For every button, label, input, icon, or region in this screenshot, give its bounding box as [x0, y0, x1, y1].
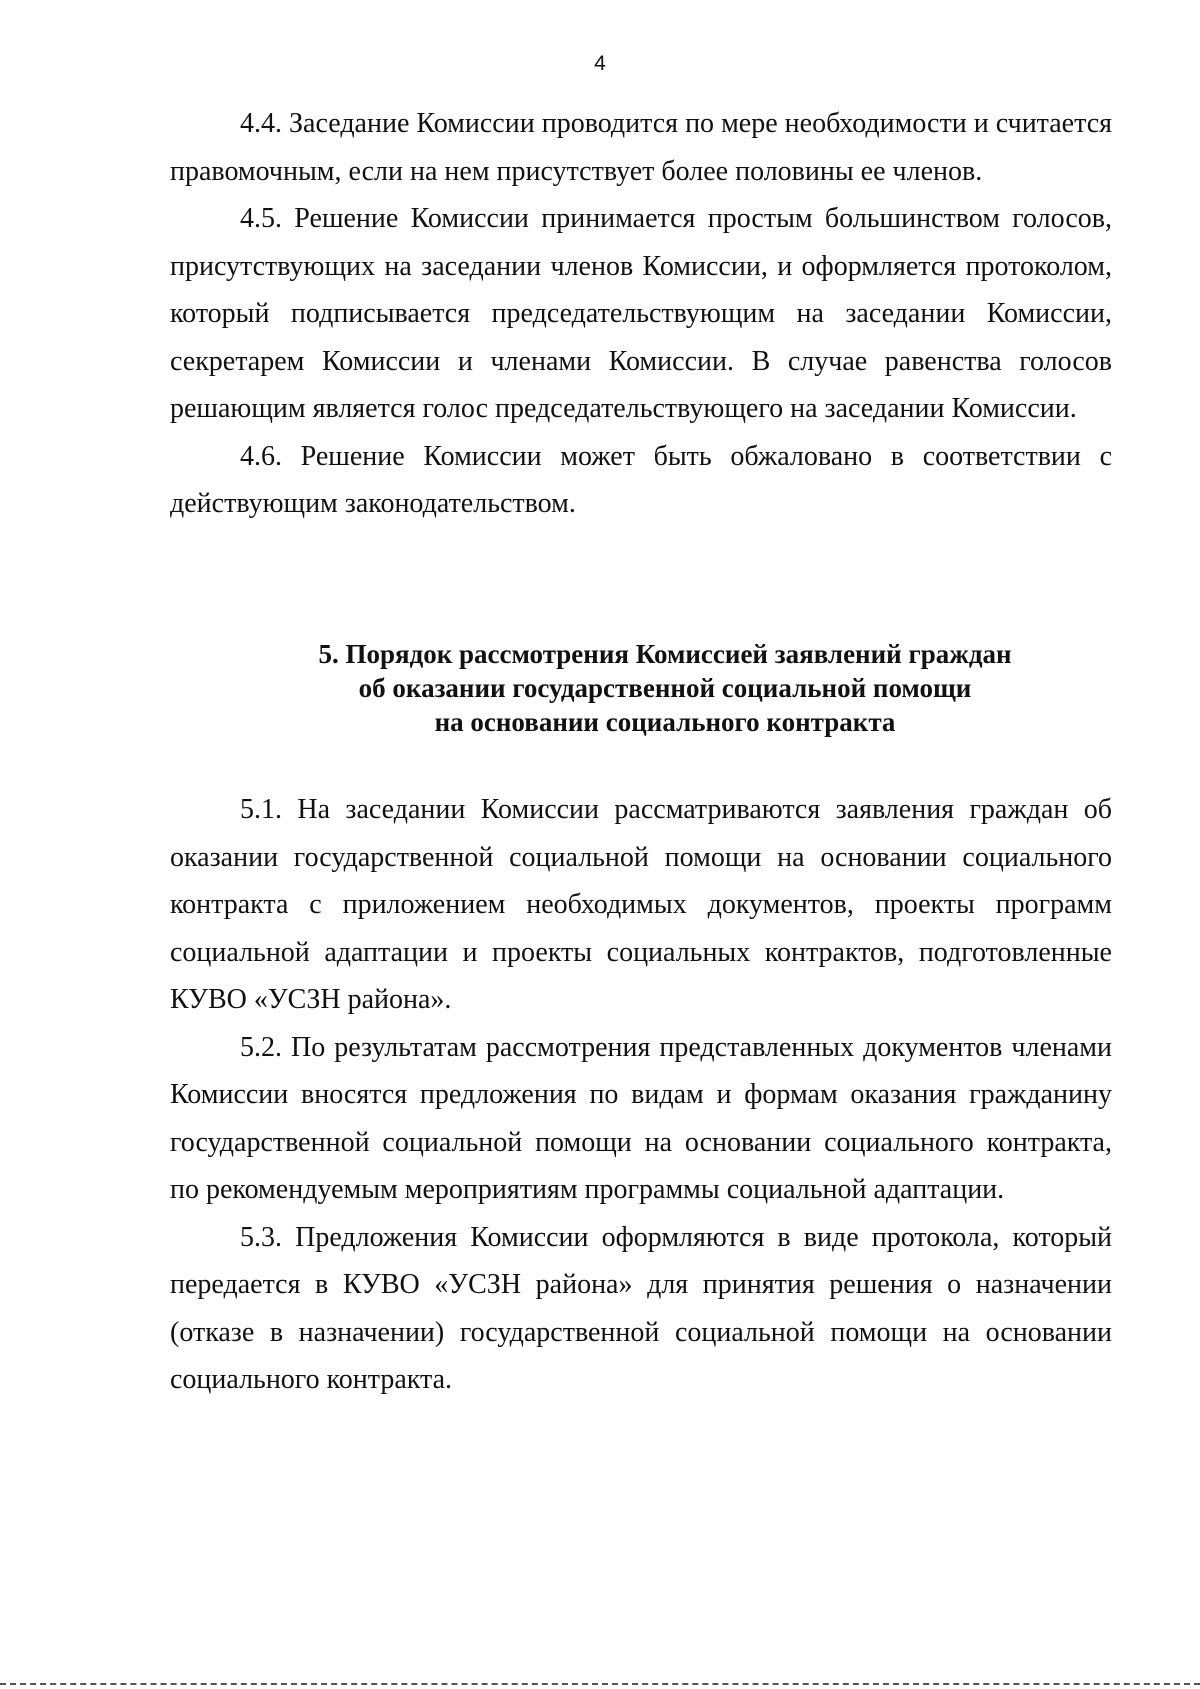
scan-bottom-edge — [0, 1683, 1200, 1685]
page-number: 4 — [594, 52, 606, 75]
paragraph-4-6: 4.6. Решение Комиссии может быть обжаловано в соответствии с действующим законодательством. — [170, 440, 1112, 519]
paragraph-5-2: 5.2. По результатам рассмотрения представленных документов членами Комиссии вносятся предложения по видам и формам оказания гражданину государственной социальной помощи на основании социального контракта, по рекомендуемым мероприятиям программы социальной адаптации. — [170, 1031, 1112, 1205]
paragraph-5-1: 5.1. На заседании Комиссии рассматриваются заявления граждан об оказании государственной социальной помощи на основании социального контракта с приложением необходимых документов, проекты программ социальной адаптации и проекты социальных контрактов, подготовленные КУВО «УСЗН района». — [170, 794, 1112, 1015]
section-5-heading — [230, 637, 1100, 739]
heading-line: на основании социального контракта — [434, 707, 896, 737]
paragraph-4-5: 4.5. Решение Комиссии принимается простым большинством голосов, присутствующих на заседании членов Комиссии, и оформляется протоколом, который подписывается председательствующим на заседании Комиссии, секретарем Комиссии и членами Комиссии. В случае равенства голосов решающим является голос председательствующего на заседании Комиссии. — [170, 203, 1112, 424]
paragraph-5-3: 5.3. Предложения Комиссии оформляются в виде протокола, который передается в КУВО «УСЗН района» для принятия решения о назначении (отказе в назначении) государственной социальной помощи на основании социального контракта. — [170, 1221, 1112, 1395]
heading-line: об оказании государственной социальной помощи — [358, 673, 972, 703]
section-4-text — [170, 100, 1112, 528]
section-5-text — [170, 786, 1112, 1404]
paragraph-4-4: 4.4. Заседание Комиссии проводится по мере необходимости и считается правомочным, если на нем присутствует более половины ее членов. — [170, 108, 1112, 187]
heading-line: 5. Порядок рассмотрения Комиссией заявлений граждан — [318, 639, 1012, 669]
